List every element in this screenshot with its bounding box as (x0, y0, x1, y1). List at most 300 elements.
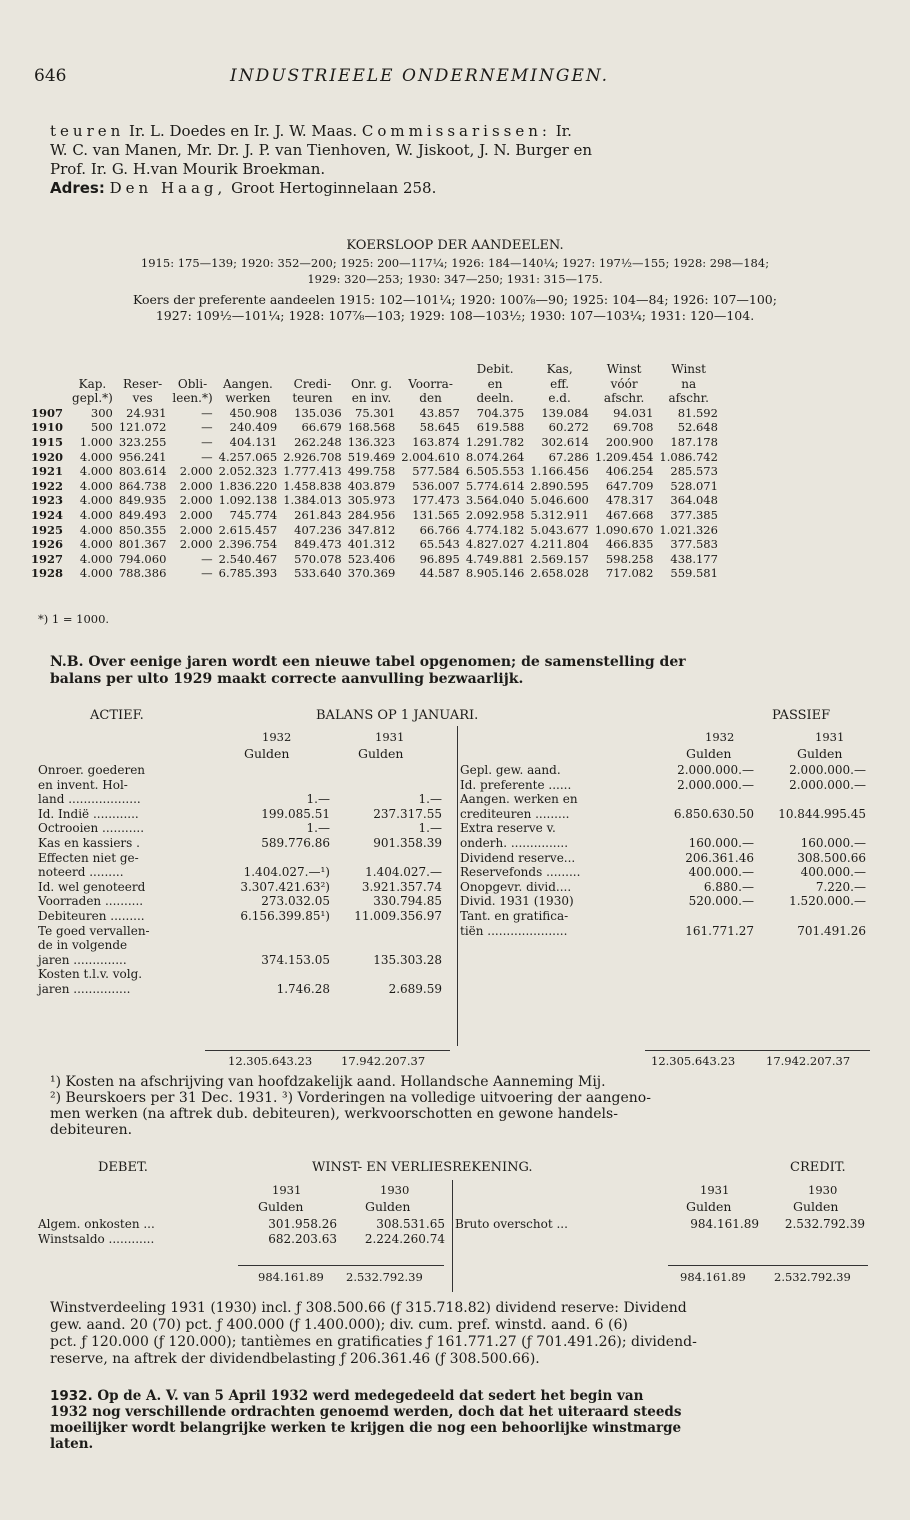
ledger-row (36, 851, 444, 866)
ledger-label: land ................... (38, 792, 141, 807)
verdeeling-line-1: Winstverdeeling 1931 (1930) incl. ƒ 308.500.66 (ƒ 315.718.82) dividend reserve: Dividend (50, 1300, 687, 1316)
kap-cell: — (201, 566, 213, 581)
kap-cell: 1.836.220 (218, 478, 278, 493)
kap-cell: 66.679 (301, 420, 342, 435)
ledger-amount: 1.746.28 (276, 981, 330, 996)
kap-cell: 528.071 (670, 478, 718, 493)
kap-cell: 1.000 (79, 434, 113, 449)
kap-cell: 24.931 (126, 405, 167, 420)
ledger-label: Onroer. goederen (38, 763, 146, 777)
ledger-amount (220, 851, 332, 866)
ledger-amount (220, 938, 332, 953)
kap-header-cell: deeln. (476, 391, 514, 406)
ledger-label: jaren .............. (38, 952, 127, 967)
ledger-label: Octrooien ........... (38, 821, 145, 836)
ledger-amount (332, 938, 444, 953)
ledger-label: Id. preferente ...... (460, 777, 572, 792)
ledger-amount: 160.000.— (688, 835, 754, 850)
kap-cell: 177.473 (412, 493, 460, 508)
passief-total-rule (645, 1050, 870, 1051)
kap-row (28, 435, 721, 450)
kap-footnote: *) 1 = 1000. (38, 612, 110, 626)
kap-cell: 81.592 (677, 405, 718, 420)
kap-cell: 262.248 (294, 434, 342, 449)
ledger-amount: 520.000.— (688, 894, 754, 909)
kap-cell: 131.565 (412, 507, 460, 522)
ledger-row (458, 880, 868, 895)
kap-cell: 2.052.323 (218, 464, 278, 479)
kap-row (28, 479, 721, 494)
kap-cell: 4.000 (79, 478, 113, 493)
kap-cell: 5.043.677 (530, 522, 589, 537)
verdeeling-line-3: pct. ƒ 120.000 (ƒ 120.000); tantièmes en gratificaties ƒ 161.771.27 (ƒ 701.491.26); dividend- (50, 1334, 697, 1350)
kap-cell: 4.000 (79, 551, 113, 566)
ledger-amount (642, 792, 756, 807)
kap-cell: 5.774.614 (465, 478, 525, 493)
ledger-amount (756, 792, 868, 807)
kap-header-cell: Aangen. (222, 376, 273, 391)
ledger-amount: 308.531.65 (376, 1217, 445, 1231)
kap-cell: 2.615.457 (218, 522, 278, 537)
ledger-row (36, 1232, 447, 1247)
kap-cell: 717.082 (605, 566, 654, 581)
ledger-row (458, 836, 868, 851)
ledger-amount: 2.224.260.74 (364, 1231, 445, 1246)
ledger-amount (220, 967, 332, 982)
kap-header-row (28, 377, 721, 392)
kap-cell: 1.458.838 (283, 478, 342, 493)
ledger-amount: 330.794.85 (373, 894, 442, 909)
address-street: Groot Hertoginnelaan 258. (226, 179, 437, 197)
kap-cell: 850.355 (118, 522, 167, 537)
kap-cell: 401.312 (347, 537, 396, 552)
kap-cell: 370.369 (347, 566, 396, 581)
kap-cell: 4.000 (79, 464, 113, 479)
ledger-label: de in volgende (38, 938, 128, 953)
kap-cell: 849.473 (294, 537, 342, 552)
ledger-amount: 400.000.— (800, 865, 866, 880)
kap-cell: 96.895 (419, 551, 460, 566)
kap-cell: 6.785.393 (218, 566, 278, 581)
kap-cell: 75.301 (355, 405, 396, 420)
kap-cell: 261.843 (294, 507, 342, 522)
kap-cell: 467.668 (605, 507, 654, 522)
kap-cell: 4.000 (79, 566, 113, 581)
kap-cell: 4.749.881 (465, 551, 525, 566)
kap-year-cell: 1925 (31, 522, 64, 537)
ledger-label: Effecten niet ge- (38, 850, 139, 865)
ledger-label: Te goed vervallen- (38, 923, 150, 938)
balans-left-title: ACTIEF. (90, 708, 144, 723)
kap-cell: 2.926.708 (283, 449, 342, 464)
ledger-amount: 3.307.421.63²) (240, 879, 330, 894)
kap-cell: 135.036 (294, 405, 342, 420)
ledger-label: Extra reserve v. (460, 821, 556, 836)
kap-cell: 284.956 (347, 507, 396, 522)
kap-cell: 377.385 (670, 507, 718, 522)
kap-header-cell: leen.*) (172, 391, 213, 406)
kap-header-cell: en (487, 376, 503, 391)
ledger-amount: 6.850.630.50 (673, 806, 754, 821)
kap-cell: 801.367 (118, 537, 167, 552)
kap-row (28, 406, 721, 421)
kap-cell: 2.569.157 (530, 551, 589, 566)
kap-cell: 4.211.804 (530, 537, 589, 552)
kap-year-cell: 1920 (31, 449, 64, 464)
kap-cell: 3.564.040 (465, 493, 525, 508)
actief-total-rule (205, 1050, 450, 1051)
nb-line-2: balans per ulto 1929 maakt correcte aanvulling bezwaarlijk. (50, 671, 524, 687)
ledger-amount: 6.880.— (703, 879, 754, 894)
ledger-amount: 135.303.28 (373, 952, 442, 967)
ledger-amount (220, 924, 332, 939)
ledger-row (36, 821, 444, 836)
ledger-amount: 984.161.89 (690, 1217, 759, 1231)
ledger-amount: 400.000.— (688, 865, 754, 880)
ledger-row (36, 938, 444, 953)
kap-cell: 4.000 (79, 537, 113, 552)
ledger-amount: 7.220.— (815, 879, 866, 894)
kap-cell: 404.131 (229, 434, 278, 449)
ledger-amount (332, 763, 444, 778)
kap-cell: 163.874 (412, 434, 460, 449)
ledger-row (458, 778, 868, 793)
kap-cell: 300 (90, 405, 113, 420)
kap-cell: 5.046.600 (530, 493, 589, 508)
ledger-amount: 2.689.59 (388, 981, 442, 996)
kap-header-cell (216, 362, 281, 377)
kap-row (28, 552, 721, 567)
intro-label-teuren: teuren (50, 122, 125, 140)
ledger-row (458, 821, 868, 836)
ledger-amount (220, 763, 332, 778)
ledger-amount: 1.— (306, 821, 330, 836)
kap-cell: 407.236 (294, 522, 342, 537)
ledger-amount: 3.921.357.74 (361, 879, 442, 894)
kap-cell: 2.000 (179, 493, 213, 508)
ledger-label: Debiteuren ......... (38, 908, 145, 923)
ledger-amount: 1.— (418, 821, 442, 836)
ledger-amount: 1.404.027.— (365, 865, 442, 880)
ledger-amount (756, 909, 868, 924)
kap-cell: 598.258 (605, 551, 654, 566)
ledger-label: Winstsaldo ............ (38, 1231, 155, 1246)
ledger-row (458, 924, 868, 939)
kap-header-cell: eff. (550, 376, 570, 391)
ledger-amount: 1.— (418, 792, 442, 807)
kap-cell: 4.257.065 (218, 449, 278, 464)
kap-cell: 1.166.456 (530, 464, 589, 479)
ledger-amount: 6.156.399.85¹) (240, 908, 330, 923)
ledger-amount: 2.000.000.— (789, 763, 866, 777)
kap-header-cell: na (681, 376, 697, 391)
kap-cell: 1.777.413 (283, 464, 342, 479)
debet-table (36, 1217, 447, 1246)
ledger-amount: 273.032.05 (261, 894, 330, 909)
ledger-amount: 682.203.63 (268, 1231, 337, 1246)
kap-row (28, 464, 721, 479)
ledger-row (36, 982, 444, 997)
kap-row (28, 566, 721, 581)
kap-cell: 58.645 (419, 420, 460, 435)
verdeeling-line-2: gew. aand. 20 (70) pct. ƒ 400.000 (ƒ 1.400.000); div. cum. pref. winstd. aand. 6 (6) (50, 1317, 628, 1333)
kap-cell: 406.254 (605, 464, 654, 479)
kap-cell: 139.084 (541, 405, 589, 420)
kap-cell: 187.178 (670, 434, 718, 449)
ledger-amount: 2.532.792.39 (784, 1217, 865, 1231)
kap-cell: 200.900 (605, 434, 654, 449)
ledger-amount: 10.844.995.45 (778, 806, 866, 821)
kap-cell: 44.587 (419, 566, 460, 581)
page-number: 646 (34, 66, 67, 86)
kap-cell: 1.086.742 (659, 449, 718, 464)
kap-cell: 438.177 (670, 551, 718, 566)
credit-total-1: 984.161.89 (680, 1270, 746, 1284)
kap-header-cell (28, 391, 69, 406)
balans-footnote-3: men werken (na aftrek dub. debiteuren), werkvoorschotten en gewone handels- (50, 1106, 618, 1122)
kap-cell: 305.973 (347, 493, 396, 508)
ledger-label: Id. Indië ............ (38, 806, 139, 821)
kap-year-cell: 1924 (31, 507, 64, 522)
balans-act-unit1: Gulden (244, 746, 290, 761)
ledger-label: noteerd ......... (38, 865, 124, 880)
kap-header-cell: Kap. (78, 376, 107, 391)
passief-table (458, 763, 868, 938)
note-1932-line-2: 1932 nog verschillende ordrachten genoemd werden, doch dat het uiteraard steeds (50, 1404, 682, 1420)
kap-header-cell (116, 362, 170, 377)
ledger-label: jaren ............... (38, 981, 131, 996)
kap-header-cell (169, 362, 215, 377)
balans-act-year2: 1931 (375, 730, 405, 744)
kap-cell: 788.386 (118, 566, 167, 581)
ledger-row (458, 851, 868, 866)
kap-header-cell (69, 362, 116, 377)
ledger-row (36, 763, 444, 778)
actief-total-1: 12.305.643.23 (228, 1054, 313, 1068)
kap-cell: 323.255 (118, 434, 167, 449)
kap-cell: 559.581 (670, 566, 718, 581)
winst-cred-unit2: Gulden (793, 1199, 839, 1214)
winst-deb-year2: 1930 (380, 1183, 410, 1197)
balans-footnote-1: ¹) Kosten na afschrijving van hoofdzakelijk aand. Hollandsche Aanneming Mij. (50, 1074, 606, 1090)
balans-pas-year2: 1931 (815, 730, 845, 744)
ledger-row (36, 1217, 447, 1232)
credit-table (453, 1217, 867, 1232)
kap-cell: 523.406 (347, 551, 396, 566)
kap-year-cell: 1922 (31, 478, 64, 493)
ledger-label: Kosten t.l.v. volg. (38, 967, 143, 982)
ledger-label: Id. wel genoteerd (38, 879, 146, 894)
balans-title: BALANS OP 1 JANUARI. (316, 708, 479, 723)
kap-row (28, 508, 721, 523)
kap-cell: 240.409 (229, 420, 278, 435)
kap-cell: 2.000 (179, 537, 213, 552)
kap-header-cell: Reser- (123, 376, 163, 391)
ledger-row (36, 894, 444, 909)
kap-cell: 1.092.138 (218, 493, 278, 508)
kap-cell: 1.021.326 (659, 522, 718, 537)
kap-cell: — (201, 405, 213, 420)
balans-pas-unit2: Gulden (797, 746, 843, 761)
ledger-row (458, 763, 868, 778)
kap-cell: 794.060 (118, 551, 167, 566)
kap-cell: — (201, 449, 213, 464)
ledger-label: tiën ..................... (460, 923, 568, 938)
kap-cell: 1.291.782 (465, 434, 525, 449)
ledger-row (36, 953, 444, 968)
ledger-label: Reservefonds ......... (460, 865, 581, 880)
kap-cell: 1.209.454 (594, 449, 654, 464)
kap-header-cell: afschr. (603, 391, 645, 406)
kap-cell: 647.709 (605, 478, 654, 493)
ledger-label: Tant. en gratifica- (460, 908, 569, 923)
kap-year-cell: 1923 (31, 493, 64, 508)
winst-left-title: DEBET. (98, 1160, 148, 1175)
winst-title: WINST- EN VERLIESREKENING. (312, 1160, 533, 1175)
ledger-amount (642, 909, 756, 924)
kap-cell: 121.072 (118, 420, 167, 435)
ledger-amount: 206.361.46 (685, 850, 754, 865)
kap-header-cell: en inv. (351, 391, 392, 406)
kap-cell: 2.000 (179, 478, 213, 493)
kap-cell: — (201, 420, 213, 435)
kap-cell: 66.766 (419, 522, 460, 537)
kap-cell: 6.505.553 (465, 464, 525, 479)
kap-cell: 347.812 (347, 522, 396, 537)
passief-total-1: 12.305.643.23 (651, 1054, 736, 1068)
kap-cell: 2.890.595 (530, 478, 589, 493)
kap-cell: 4.774.182 (465, 522, 525, 537)
ledger-label: Dividend reserve... (460, 850, 576, 865)
kap-header-cell (398, 362, 463, 377)
kap-cell: 8.905.146 (465, 566, 525, 581)
kap-year-cell: 1907 (31, 405, 64, 420)
kap-cell: 2.540.467 (218, 551, 278, 566)
kap-cell: 69.708 (613, 420, 654, 435)
ledger-amount: 701.491.26 (797, 923, 866, 938)
ledger-row (36, 880, 444, 895)
ledger-amount: 199.085.51 (261, 806, 330, 821)
ledger-amount: 1.520.000.— (789, 894, 866, 909)
ledger-label: en invent. Hol- (38, 777, 128, 792)
kap-header-cell: Voorra- (408, 376, 453, 391)
winst-deb-unit2: Gulden (365, 1199, 411, 1214)
balans-footnote-4: debiteuren. (50, 1122, 133, 1138)
kap-cell: 168.568 (347, 420, 396, 435)
ledger-amount: 1.404.027.—¹) (243, 865, 330, 880)
note-1932-line-3: moeilijker wordt belangrijke werken te krijgen die nog een behoorlijke winstmarge (50, 1420, 682, 1436)
kap-header-row (28, 391, 721, 406)
kap-cell: 1.090.670 (594, 522, 654, 537)
winst-cred-year2: 1930 (808, 1183, 838, 1197)
note-1932-line-1 (50, 1388, 870, 1404)
pref-line-2: 1927: 109½—101¼; 1928: 107⅞—103; 1929: 108—103½; 1930: 107—103¼; 1931: 120—104. (155, 308, 755, 323)
running-title: INDUSTRIEELE ONDERNEMINGEN. (230, 66, 610, 86)
kap-cell: 577.584 (412, 464, 460, 479)
kap-header-cell: e.d. (548, 391, 571, 406)
intro-line-1 (50, 122, 870, 140)
ledger-amount: 2.000.000.— (677, 777, 754, 792)
kap-header-cell: teuren (292, 391, 333, 406)
ledger-row (36, 778, 444, 793)
kap-header-cell: ves (132, 391, 153, 406)
note-1932-text: Op de A. V. van 5 April 1932 werd medegedeeld dat sedert het begin van (92, 1388, 644, 1404)
kap-cell: 956.241 (118, 449, 167, 464)
kap-year-cell: 1928 (31, 566, 64, 581)
kap-cell: 5.312.911 (530, 507, 589, 522)
ledger-row (36, 807, 444, 822)
kap-cell: 94.031 (613, 405, 654, 420)
ledger-label: Onopgevr. divid.... (460, 879, 572, 894)
balans-act-unit2: Gulden (358, 746, 404, 761)
ledger-label: Bruto overschot ... (455, 1217, 568, 1231)
kap-cell: 4.000 (79, 493, 113, 508)
ledger-label: Kas en kassiers . (38, 835, 140, 850)
kap-cell: 864.738 (118, 478, 167, 493)
kap-year-cell: 1921 (31, 464, 64, 479)
balans-right-title: PASSIEF (772, 708, 831, 723)
ledger-row (36, 924, 444, 939)
kap-header-cell: werken (225, 391, 271, 406)
ledger-amount: 1.— (306, 792, 330, 807)
ledger-amount: 161.771.27 (685, 923, 754, 938)
ledger-amount (332, 924, 444, 939)
ledger-amount: 901.358.39 (373, 835, 442, 850)
kap-cell: 745.774 (229, 507, 278, 522)
ledger-label: Divid. 1931 (1930) (460, 894, 574, 909)
debet-total-rule (238, 1265, 444, 1266)
ledger-label: Voorraden .......... (38, 894, 144, 909)
kap-cell: 60.272 (548, 420, 589, 435)
intro-line-2: W. C. van Manen, Mr. Dr. J. P. van Tienhoven, W. Jiskoot, J. N. Burger en (50, 141, 593, 159)
kap-header-cell: vóór (610, 376, 638, 391)
kap-cell: 704.375 (476, 405, 525, 420)
kap-cell: 43.857 (419, 405, 460, 420)
ledger-amount: 2.000.000.— (677, 763, 754, 777)
intro-continue: Ir. (550, 122, 572, 140)
kap-year-cell: 1926 (31, 537, 64, 552)
balans-pas-year1: 1932 (705, 730, 735, 744)
koersloop-line-1: 1915: 175—139; 1920: 352—200; 1925: 200—117¼; 1926: 184—140¼; 1927: 197½—155; 1928: 298—184; (140, 256, 770, 270)
kap-header-cell: Kas, (546, 362, 573, 376)
ledger-label: Gepl. gew. aand. (460, 763, 561, 777)
kap-header-cell: Onr. g. (350, 376, 393, 391)
actief-table (36, 763, 444, 997)
ledger-amount: 2.000.000.— (789, 777, 866, 792)
debet-total-1: 984.161.89 (258, 1270, 324, 1284)
pref-line-1: Koers der preferente aandeelen 1915: 102—101¼; 1920: 100⅞—90; 1925: 104—84; 1926: 107—100; (133, 292, 777, 307)
ledger-amount: 308.500.66 (797, 850, 866, 865)
kap-header-cell: Winst (671, 362, 706, 376)
nb-line-1: N.B. Over eenige jaren wordt een nieuwe tabel opgenomen; de samenstelling der (50, 654, 686, 670)
ledger-row (36, 967, 444, 982)
passief-total-2: 17.942.207.37 (766, 1054, 851, 1068)
ledger-row (36, 836, 444, 851)
ledger-row (458, 909, 868, 924)
kap-header-cell: gepl.*) (72, 391, 113, 406)
winst-cred-year1: 1931 (700, 1183, 730, 1197)
balans-footnote-2: ²) Beurskoers per 31 Dec. 1931. ³) Vorderingen na volledige uitvoering der aangeno- (50, 1090, 651, 1106)
ledger-row (36, 865, 444, 880)
kap-cell: 4.827.027 (465, 537, 525, 552)
ledger-amount: 11.009.356.97 (354, 908, 442, 923)
koersloop-title: KOERSLOOP DER AANDEELEN. (346, 238, 564, 253)
kap-cell: 478.317 (605, 493, 654, 508)
kap-cell: 466.835 (605, 537, 654, 552)
kap-cell: 2.396.754 (218, 537, 278, 552)
ledger-amount: 374.153.05 (261, 952, 330, 967)
note-1932-year: 1932. (50, 1388, 93, 1404)
